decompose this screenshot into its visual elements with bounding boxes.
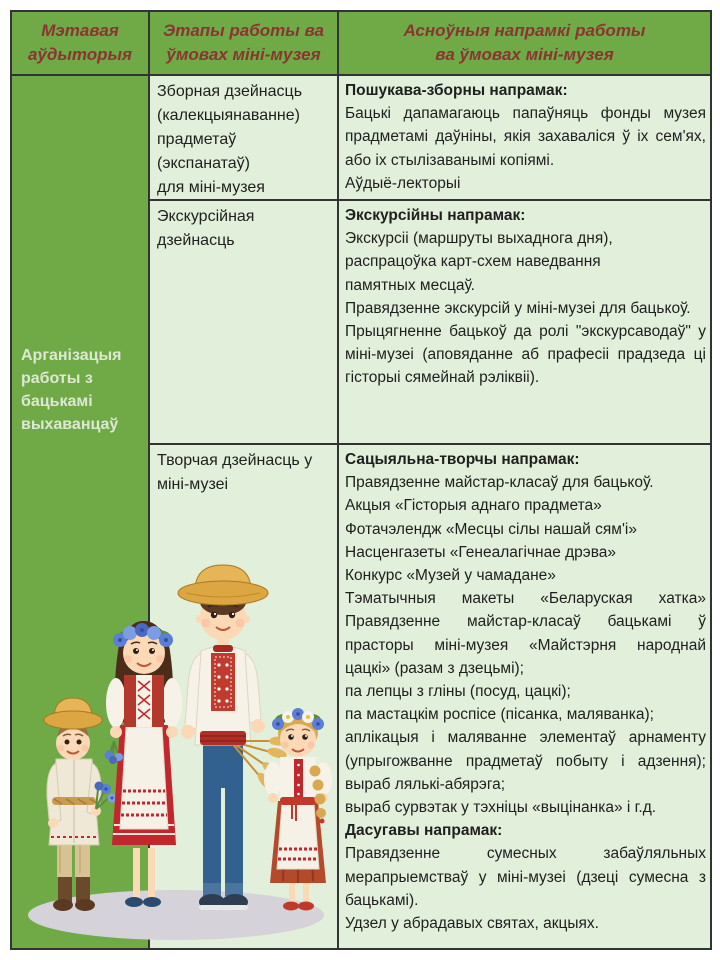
directions-cell-search bbox=[339, 76, 710, 201]
text-line: прадметаў bbox=[157, 131, 237, 148]
direction-text: Акцыя «Гісторыя аднаго прадмета» bbox=[345, 497, 602, 515]
direction-text: Конкурс «Музей у чамадане» bbox=[345, 567, 556, 585]
text-line: Мэтавая bbox=[41, 21, 119, 40]
text-line: Этапы работы ва bbox=[162, 21, 325, 40]
figure-little-boy bbox=[44, 698, 117, 911]
direction-text: распрацоўка карт-схем наведвання bbox=[345, 253, 601, 271]
text-line: аўдыторыя bbox=[27, 45, 133, 64]
ground-shadow bbox=[28, 890, 324, 940]
direction-heading: Дасугавы напрамак: bbox=[345, 822, 503, 840]
direction-text: па лепцы з гліны (посуд, цацкі); bbox=[345, 683, 571, 701]
direction-text: па мастацкім роспісе (пісанка, маляванка); bbox=[345, 706, 654, 724]
text-line: ўмовах міні-музея bbox=[166, 45, 321, 64]
text-line: Экскурсійная bbox=[157, 208, 255, 225]
direction-text: Бацькі дапамагаюць папаўняць фонды музея прадметамі даўніны, якія захаваліся ў іх сем'ях, або іх стылізаванымі копіямі. bbox=[345, 105, 706, 169]
header-main-directions bbox=[339, 12, 710, 76]
text-line: ва ўмовах міні-музея bbox=[435, 45, 614, 64]
figure-older-boy bbox=[178, 565, 289, 910]
directions-cell-excursion bbox=[339, 201, 710, 445]
direction-text: Правядзенне майстар-класаў для бацькоў. bbox=[345, 474, 654, 492]
direction-text: Прыцягненне бацькоў да ролі "экскурсаводаў" у міні-музеі (аповяданне аб прафесіі прадзеда ці гісторыі сямейнай рэліквіі). bbox=[345, 323, 706, 387]
stage-cell-collection bbox=[150, 76, 339, 201]
direction-text: Насценгазеты «Генеалагічнае дрэва» bbox=[345, 543, 617, 561]
direction-heading: Пошукава-зборны напрамак: bbox=[345, 82, 568, 99]
direction-heading: Сацыяльна-творчы напрамак: bbox=[345, 451, 580, 468]
text-line: Творчая дзейнасць у bbox=[157, 452, 313, 469]
text-line: (калекцыянаванне) bbox=[157, 107, 300, 124]
direction-text: выраб сурвэтак у тэхніцы «выцінанка» і г.д. bbox=[345, 799, 657, 817]
direction-text: Аўдыё-лекторыі bbox=[345, 174, 461, 192]
direction-text: памятных месцаў. bbox=[345, 276, 475, 294]
text-line: Асноўныя напрамкі работы bbox=[403, 21, 646, 40]
children-illustration bbox=[16, 553, 338, 953]
direction-text: аплікацыя і маляванне элементаў арнаменту (упрыгожванне прадметаў побыту і адзення); выраб лялькі-абярэга; bbox=[345, 729, 706, 793]
direction-text: Тэматычныя макеты «Беларуская хатка» Правядзенне майстар-класаў бацькамі ў прасторы міні-музея «Майстэрня народнай цацкі» (разам з дзецьмі); bbox=[345, 590, 706, 677]
directions-cell-creative bbox=[339, 445, 710, 948]
text-line: Зборная дзейнасць bbox=[157, 83, 303, 100]
direction-text: Экскурсіі (маршруты выхаднога дня), bbox=[345, 230, 613, 248]
header-work-stages bbox=[150, 12, 339, 76]
direction-text: Правядзенне сумесных забаўляльных мерапрыемстваў у міні-музеі (дзеці сумесна з бацькамі). bbox=[345, 845, 706, 909]
text-line: для міні-музея bbox=[157, 179, 265, 196]
figure-girl bbox=[105, 621, 183, 907]
direction-heading: Экскурсійны напрамак: bbox=[345, 207, 526, 224]
text-line: міні-музеі bbox=[157, 476, 229, 493]
direction-text: Фотачэлендж «Месцы сілы нашай сям'і» bbox=[345, 520, 637, 538]
direction-text: Правядзенне экскурсій у міні-музеі для бацькоў. bbox=[345, 299, 691, 317]
audience-label: Арганізацыя работы з бацькамі выхаванцаў bbox=[21, 347, 122, 433]
header-target-audience bbox=[12, 12, 150, 76]
direction-text: Удзел у абрадавых святах, акцыях. bbox=[345, 915, 599, 933]
text-line: дзейнасць bbox=[157, 232, 235, 249]
stage-cell-excursion bbox=[150, 201, 339, 445]
text-line: (экспанатаў) bbox=[157, 155, 250, 172]
